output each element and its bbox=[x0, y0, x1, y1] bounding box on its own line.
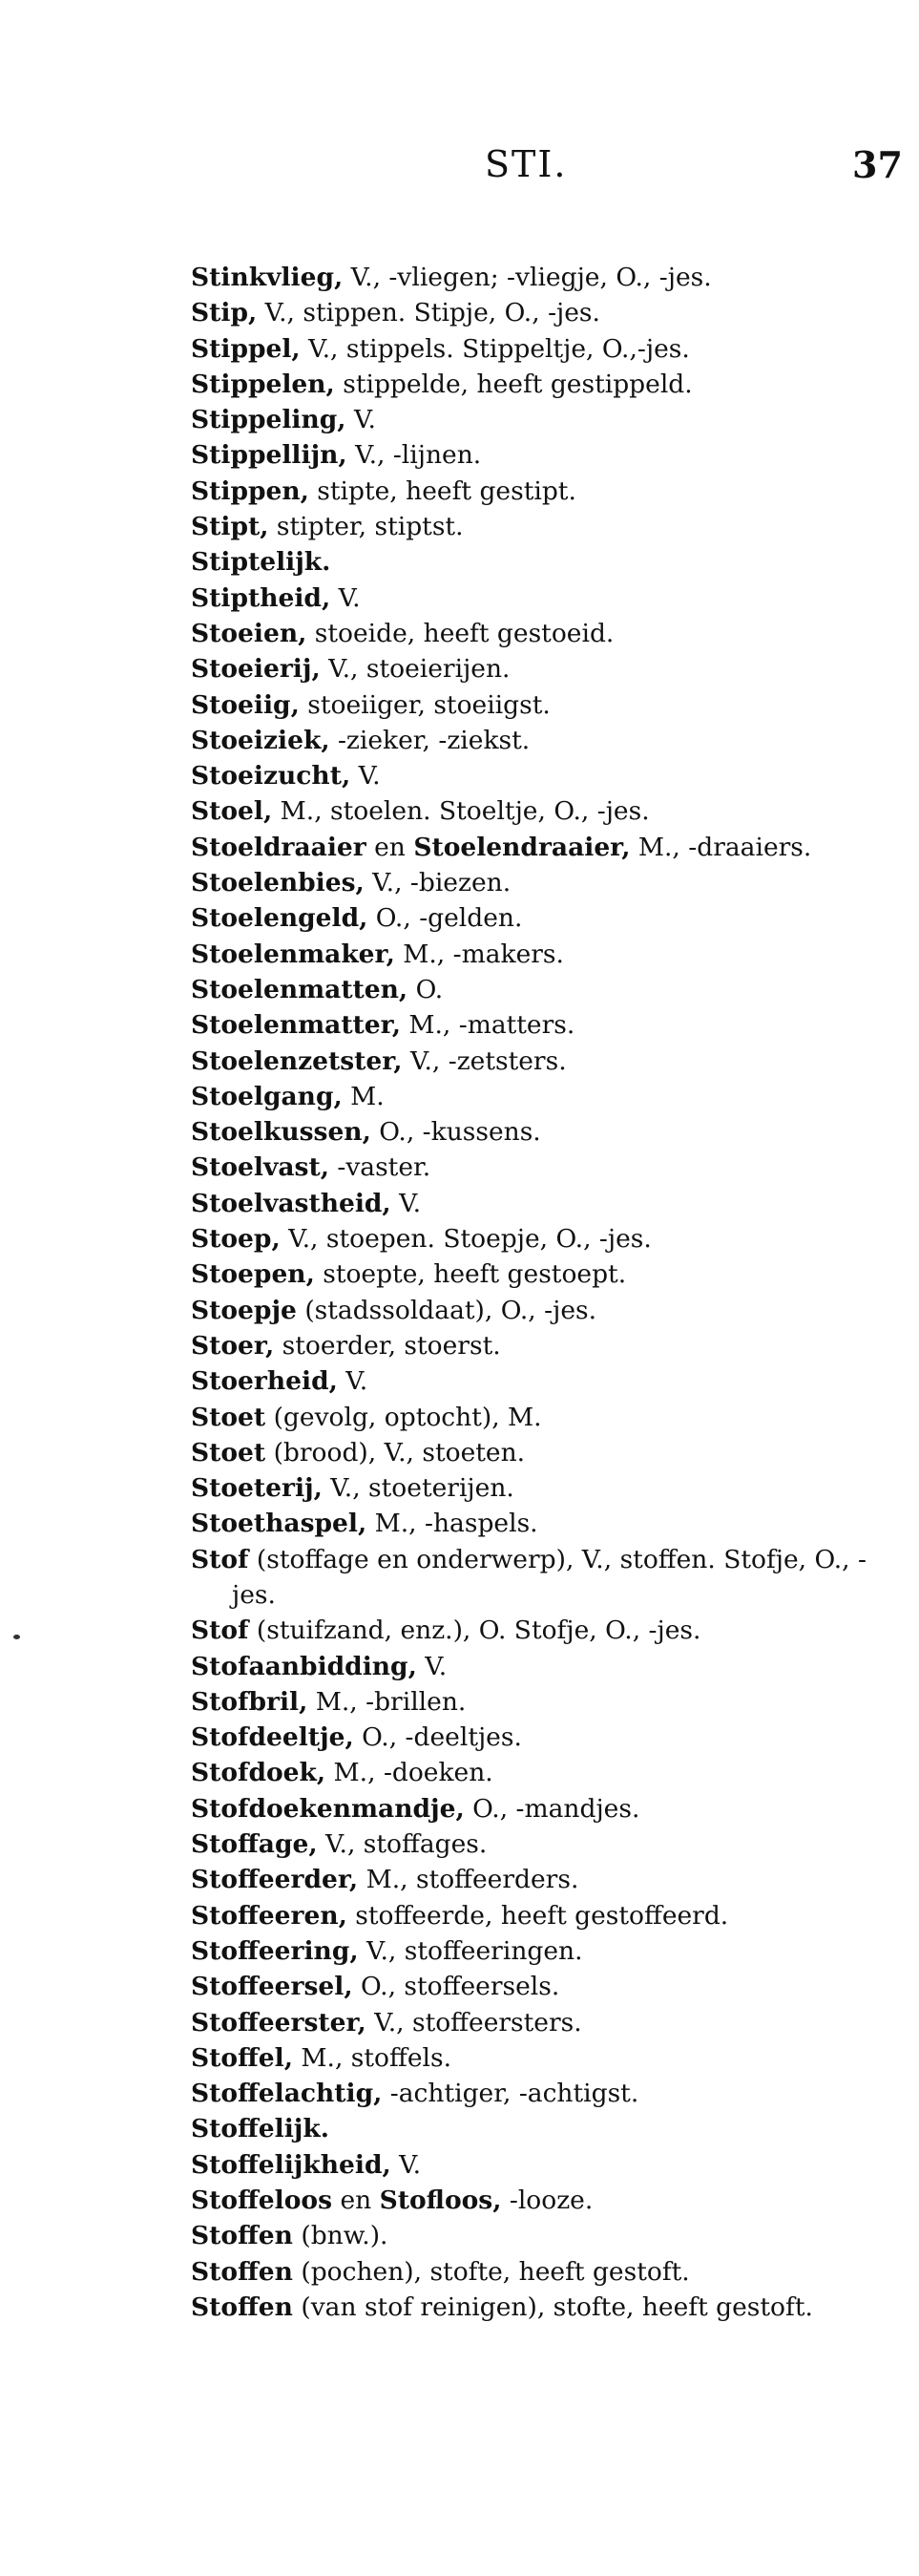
dictionary-entry bbox=[191, 2111, 888, 2146]
entry-headword: Stoepje bbox=[191, 1295, 297, 1325]
entry-headword: Stofdoekenmandje, bbox=[191, 1793, 465, 1824]
dictionary-entry bbox=[191, 1186, 888, 1221]
dictionary-entry bbox=[191, 687, 888, 723]
entry-headword: Stoelenzetster, bbox=[191, 1045, 403, 1076]
entry-definition: stoeiiger, stoeiigst. bbox=[299, 689, 551, 720]
entry-definition: V. bbox=[330, 582, 361, 613]
dictionary-entry bbox=[191, 1435, 888, 1470]
entry-headword: Stoffeering, bbox=[191, 1935, 359, 1966]
entry-headword: Stoeizucht, bbox=[191, 761, 351, 792]
entry-headword: Stoel, bbox=[191, 796, 273, 827]
entry-definition: M., -brillen. bbox=[307, 1686, 467, 1717]
entry-headword: Stipt, bbox=[191, 512, 269, 542]
entry-definition: V., stoepen. Stoepje, O., -jes. bbox=[280, 1224, 652, 1255]
dictionary-entry bbox=[191, 1150, 888, 1185]
dictionary-entry bbox=[191, 1079, 888, 1114]
entry-definition: (stadssoldaat), O., -jes. bbox=[296, 1295, 597, 1325]
dictionary-entry bbox=[191, 1720, 888, 1755]
entry-headword: Stoeldraaier bbox=[191, 832, 366, 862]
dictionary-entry bbox=[191, 437, 888, 473]
entry-definition: M., -makers. bbox=[394, 939, 564, 969]
dictionary-entry bbox=[191, 1898, 888, 1933]
entry-headword: Stoffeerder, bbox=[191, 1865, 359, 1895]
entry-headword: Stinkvlieg, bbox=[191, 263, 344, 292]
entry-definition: M. bbox=[342, 1081, 385, 1111]
entry-definition: (gevolg, optocht), M. bbox=[265, 1402, 542, 1432]
dictionary-entry bbox=[191, 2076, 888, 2111]
entry-headword: Stof bbox=[191, 1544, 249, 1574]
dictionary-entry bbox=[191, 1684, 888, 1720]
entry-definition: M., -draaiers. bbox=[630, 832, 812, 862]
dictionary-entry bbox=[191, 2254, 888, 2290]
dictionary-entry bbox=[191, 1791, 888, 1826]
dictionary-entry bbox=[191, 509, 888, 544]
dictionary-entry bbox=[191, 1755, 888, 1790]
entry-definition: stoerder, stoerst. bbox=[274, 1330, 501, 1361]
entry-definition: V., stippen. Stipje, O., -jes. bbox=[257, 298, 600, 328]
dictionary-entry bbox=[191, 581, 888, 616]
entry-headword: Stoerheid, bbox=[191, 1366, 338, 1397]
entry-headword: Stippel, bbox=[191, 333, 301, 364]
entry-definition: M., -matters. bbox=[400, 1010, 575, 1041]
dictionary-entry bbox=[191, 402, 888, 437]
entry-headword: Stoeierij, bbox=[191, 654, 321, 685]
dictionary-entry bbox=[191, 1470, 888, 1506]
entry-definition: O. bbox=[407, 974, 444, 1004]
dictionary-entry bbox=[191, 295, 888, 330]
entry-definition: V., stoffages. bbox=[317, 1829, 488, 1860]
entry-definition: (bnw.). bbox=[292, 2221, 388, 2251]
dictionary-entry bbox=[191, 865, 888, 900]
entry-definition: V., stoffeersters. bbox=[366, 2007, 582, 2038]
entry-headword: Stofaanbidding, bbox=[191, 1651, 417, 1681]
dictionary-entry bbox=[191, 2290, 888, 2325]
entry-definition: V., stippels. Stippeltje, O.,-jes. bbox=[300, 333, 690, 364]
entry-headword: Stoer, bbox=[191, 1330, 275, 1361]
entry-definition: O., -mandjes. bbox=[464, 1793, 640, 1824]
dictionary-entry bbox=[191, 2005, 888, 2040]
entry-definition: V. bbox=[390, 1188, 422, 1218]
dictionary-entry bbox=[191, 900, 888, 936]
entry-headword: Stoethaspel, bbox=[191, 1509, 367, 1539]
entry-headword: Stof bbox=[191, 1615, 249, 1646]
entry-headword: Stip, bbox=[191, 298, 258, 328]
dictionary-entry bbox=[191, 1400, 888, 1435]
entry-definition: stipter, stiptst. bbox=[268, 512, 464, 542]
entry-definition: O., -deeltjes. bbox=[353, 1722, 522, 1753]
dictionary-entry bbox=[191, 1613, 888, 1648]
entry-headword: Stoet bbox=[191, 1437, 266, 1467]
entry-headword: Stoepen, bbox=[191, 1259, 315, 1290]
entry-headword: Stippen, bbox=[191, 475, 309, 506]
entry-definition: -zieker, -ziekst. bbox=[329, 725, 531, 755]
entry-conjunction: en bbox=[332, 2185, 380, 2216]
dictionary-entry bbox=[191, 972, 888, 1007]
entry-headword: Stoeien, bbox=[191, 618, 307, 648]
entry-definition: (pochen), stofte, heeft gestoft. bbox=[292, 2256, 690, 2287]
entry-headword: Stiptheid, bbox=[191, 582, 331, 613]
entry-headword-alt: Stoelendraaier, bbox=[413, 832, 631, 862]
entry-headword: Stoffeloos bbox=[191, 2185, 333, 2216]
entry-headword: Stofdeeltje, bbox=[191, 1722, 354, 1753]
entry-headword: Stippellijn, bbox=[191, 440, 347, 471]
entry-headword: Stoeiziek, bbox=[191, 725, 330, 755]
entry-headword: Stoffel, bbox=[191, 2042, 293, 2073]
dictionary-entry bbox=[191, 830, 888, 865]
entry-headword: Stoffeeren, bbox=[191, 1900, 347, 1931]
dictionary-entry bbox=[191, 793, 888, 829]
entry-definition: M., -haspels. bbox=[366, 1509, 538, 1539]
entry-definition: -looze. bbox=[501, 2185, 594, 2216]
entry-definition: -vaster. bbox=[328, 1152, 431, 1183]
entry-definition: V. bbox=[337, 1366, 368, 1397]
dictionary-entry bbox=[191, 1114, 888, 1150]
dictionary-entry bbox=[191, 1044, 888, 1079]
entry-headword: Stoffeersel, bbox=[191, 1972, 353, 2002]
entry-definition: (brood), V., stoeten. bbox=[265, 1437, 526, 1467]
entry-definition: M., stoelen. Stoeltje, O., -jes. bbox=[272, 796, 650, 827]
entry-definition: V., -zetsters. bbox=[402, 1045, 567, 1076]
dictionary-entry bbox=[191, 1221, 888, 1256]
entry-definition: V., -lijnen. bbox=[346, 440, 482, 471]
entry-definition: V., stoeterijen. bbox=[322, 1473, 514, 1504]
entry-definition: -achtiger, -achtigst. bbox=[382, 2079, 639, 2109]
dictionary-entry bbox=[191, 1826, 888, 1862]
entry-definition: V. bbox=[350, 761, 381, 792]
entry-definition: V., stoeierijen. bbox=[320, 654, 511, 685]
dictionary-entry bbox=[191, 758, 888, 793]
dictionary-entry bbox=[191, 1007, 888, 1043]
entry-definition: V. bbox=[390, 2149, 422, 2180]
entry-headword: Stoffelachtig, bbox=[191, 2079, 383, 2109]
entry-definition: V., stoffeeringen. bbox=[358, 1935, 583, 1966]
running-head: STI. bbox=[485, 143, 568, 185]
dictionary-entry bbox=[191, 1933, 888, 1969]
entry-headword: Stoet bbox=[191, 1402, 266, 1432]
entry-headword: Stoffen bbox=[191, 2256, 293, 2287]
entry-definition: stoffeerde, heeft gestoffeerd. bbox=[346, 1900, 729, 1931]
entry-definition: stipte, heeft gestipt. bbox=[308, 475, 576, 506]
entry-definition: stippelde, heeft gestippeld. bbox=[334, 369, 693, 399]
entry-definition: (stuifzand, enz.), O. Stofje, O., -jes. bbox=[248, 1615, 701, 1646]
entry-headword: Stoelvast, bbox=[191, 1152, 329, 1183]
entry-headword: Stoelkussen, bbox=[191, 1117, 371, 1148]
page-header bbox=[0, 143, 919, 201]
entry-headword: Stoffeerster, bbox=[191, 2007, 366, 2038]
entry-definition: V., -biezen. bbox=[364, 868, 512, 898]
dictionary-entry bbox=[191, 1542, 888, 1614]
entry-headword: Stoffen bbox=[191, 2221, 293, 2251]
entry-headword: Stoep, bbox=[191, 1224, 281, 1255]
dictionary-entry bbox=[191, 1256, 888, 1292]
dictionary-entry bbox=[191, 544, 888, 580]
entry-headword: Stoelengeld, bbox=[191, 903, 368, 934]
entry-definition: V. bbox=[345, 405, 376, 435]
entry-definition: M., stoffeerders. bbox=[358, 1865, 579, 1895]
entry-conjunction: en bbox=[366, 832, 414, 862]
dictionary-entry bbox=[191, 937, 888, 972]
entry-definition: V., -vliegen; -vliegje, O., -jes. bbox=[343, 263, 712, 292]
dictionary-entry bbox=[191, 651, 888, 686]
dictionary-entry bbox=[191, 1506, 888, 1541]
entry-definition: stoepte, heeft gestoept. bbox=[314, 1259, 627, 1290]
entry-definition: O., stoffeersels. bbox=[352, 1972, 560, 2002]
entry-headword: Stoffelijk. bbox=[191, 2114, 329, 2144]
dictionary-entry bbox=[191, 1969, 888, 2004]
entry-headword: Stoeiig, bbox=[191, 689, 300, 720]
entry-headword: Stoeterij, bbox=[191, 1473, 323, 1504]
entry-headword: Stofdoek, bbox=[191, 1758, 326, 1788]
entry-definition: (van stof reinigen), stofte, heeft gestoft. bbox=[292, 2291, 813, 2322]
entry-definition: (stoffage en onderwerp), V., stoffen. Stofje, O., -jes. bbox=[232, 1544, 867, 1610]
entry-definition: M., stoffels. bbox=[292, 2042, 452, 2073]
dictionary-entry bbox=[191, 331, 888, 367]
page-number: 37 bbox=[852, 143, 903, 186]
dictionary-entry bbox=[191, 1293, 888, 1328]
dictionary-entry bbox=[191, 2040, 888, 2076]
entry-headword: Stofbril, bbox=[191, 1686, 308, 1717]
dictionary-entry-list bbox=[191, 260, 888, 2325]
entry-headword: Stoelenmaker, bbox=[191, 939, 395, 969]
dictionary-entry bbox=[191, 1862, 888, 1897]
entry-headword: Stoelvastheid, bbox=[191, 1188, 391, 1218]
dictionary-entry bbox=[191, 2183, 888, 2218]
entry-definition: O., -kussens. bbox=[370, 1117, 541, 1148]
dictionary-entry bbox=[191, 1649, 888, 1684]
dictionary-entry bbox=[191, 616, 888, 651]
dictionary-entry bbox=[191, 1328, 888, 1363]
entry-definition: stoeide, heeft gestoeid. bbox=[306, 618, 615, 648]
entry-headword: Stippeling, bbox=[191, 405, 346, 435]
entry-headword: Stoffen bbox=[191, 2291, 293, 2322]
entry-definition: O., -gelden. bbox=[367, 903, 523, 934]
dictionary-entry bbox=[191, 2218, 888, 2253]
entry-definition: M., -doeken. bbox=[325, 1758, 493, 1788]
dictionary-entry bbox=[191, 723, 888, 758]
entry-headword: Stoelenbies, bbox=[191, 868, 365, 898]
entry-headword: Stiptelijk. bbox=[191, 547, 331, 578]
entry-definition: V. bbox=[416, 1651, 448, 1681]
dictionary-entry bbox=[191, 1363, 888, 1399]
dictionary-entry bbox=[191, 2147, 888, 2183]
entry-headword: Stoelenmatten, bbox=[191, 974, 408, 1004]
entry-headword: Stoffelijkheid, bbox=[191, 2149, 391, 2180]
print-speck bbox=[13, 1635, 20, 1639]
dictionary-entry bbox=[191, 367, 888, 402]
entry-headword: Stippelen, bbox=[191, 369, 335, 399]
dictionary-entry bbox=[191, 260, 888, 295]
dictionary-entry bbox=[191, 474, 888, 509]
entry-headword: Stoelenmatter, bbox=[191, 1010, 401, 1041]
entry-headword: Stoelgang, bbox=[191, 1081, 343, 1111]
entry-headword: Stoffage, bbox=[191, 1829, 318, 1860]
entry-headword-alt: Stofloos, bbox=[379, 2185, 502, 2216]
